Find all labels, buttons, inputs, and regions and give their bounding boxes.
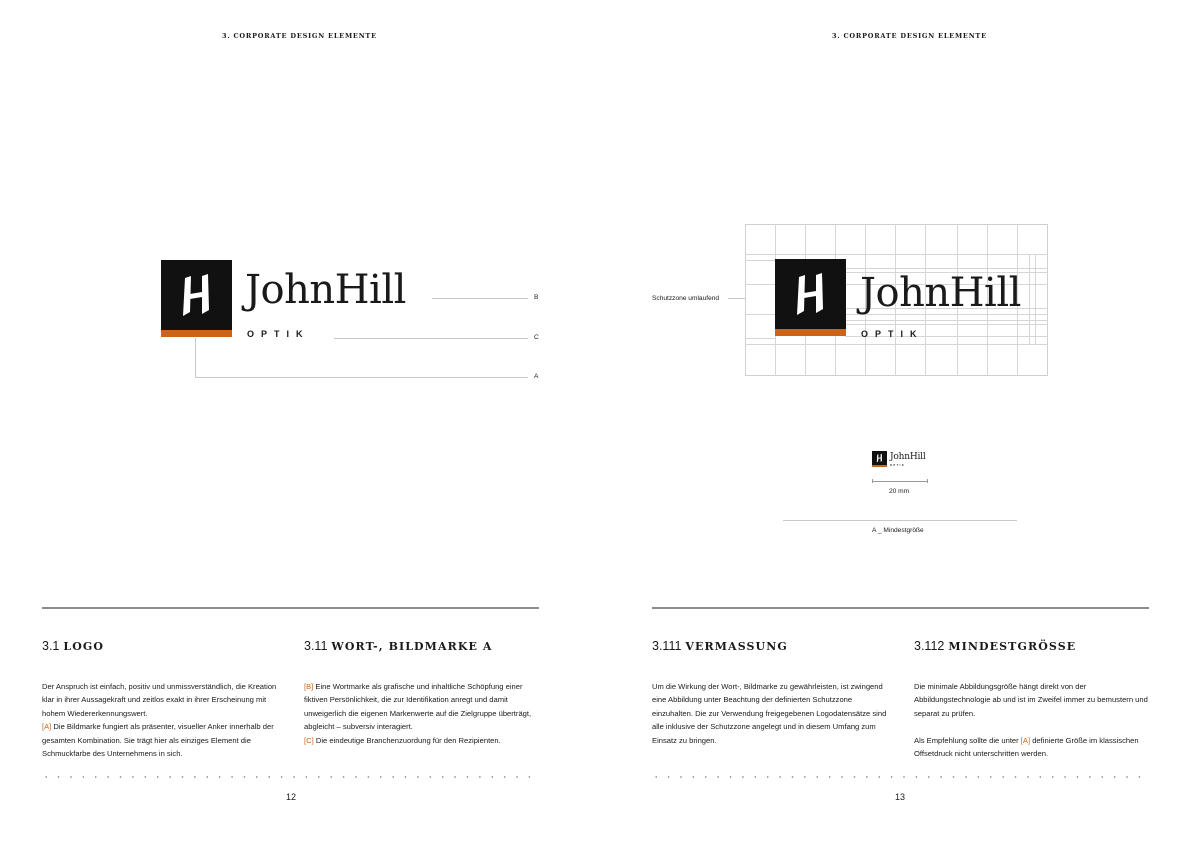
page-number-right: 13 — [895, 792, 906, 802]
body-text-mindestgroesse — [914, 680, 1150, 760]
section-title-mindestgroesse — [914, 638, 1076, 653]
body-text-vermassung — [652, 680, 888, 747]
body-text-logo — [42, 680, 277, 760]
paragraph: Der Anspruch ist einfach, positiv und unmissverständlich, die Kreation klar in ihrer Aussagekraft und zeitlos exakt in ihrer Erscheinung mit hohem Wiedererkennungswert. — [42, 682, 277, 718]
logo-left — [161, 260, 441, 340]
paragraph-text: Als Empfehlung sollte die unter — [914, 735, 1021, 745]
marker-c: C — [534, 334, 539, 341]
caption-rule — [783, 520, 1017, 521]
section-title-wortmarke — [304, 638, 493, 653]
paragraph-text: definierte Größe im klassischen Offsetdruck nicht unterschritten werden. — [914, 735, 1139, 759]
paragraph-text: Die Bildmarke fungiert als präsenter, visueller Anker innerhalb der gesamten Kombination. Sie trägt hier als einziges Element die Schmuckfarbe des Unternehmens in sich. — [42, 722, 274, 759]
logo-subline: OPTIK — [247, 329, 310, 339]
dimension-line — [872, 479, 928, 483]
section-number: 3.111 — [652, 639, 682, 653]
logo-accent-bar — [775, 329, 846, 336]
leader-line-a — [195, 377, 528, 378]
running-header-right: 3. CORPORATE DESIGN ELEMENTE — [832, 32, 987, 40]
dotted-divider-left — [40, 776, 540, 778]
section-rule-left — [42, 607, 539, 609]
reference-tag: [A] — [1020, 735, 1031, 745]
body-text-wortmarke — [304, 680, 540, 747]
page-number-left: 12 — [286, 792, 297, 802]
section-number: 3.1 — [42, 639, 60, 653]
marker-b: B — [534, 294, 539, 301]
reference-tag: [A] — [42, 722, 52, 732]
paragraph: Um die Wirkung der Wort-, Bildmarke zu gewährleisten, ist zwingend eine Abbildung unter Beachtung der definierten Schutzzone einzuhalten. Die zur Verwendung freigegebenen Logodatensätze sind alle inklusive der Schutzzone angelegt und in diesem Umfang zum Einsatz zu bringen. — [652, 682, 887, 745]
section-title-logo — [42, 638, 104, 653]
reference-tag: [B] — [304, 682, 314, 691]
dimension-line-bar — [873, 481, 927, 482]
paragraph-text: Die eindeutige Branchenzuordung für den Rezipienten. — [313, 735, 501, 745]
logo-minimum — [872, 451, 932, 469]
caption-min-size: A _ Mindestgröße — [872, 527, 924, 534]
paragraph — [304, 734, 540, 747]
logo-subline: OPTIK — [890, 464, 906, 467]
logo-wordmark: JohnHill — [860, 270, 1021, 316]
logo-mark — [872, 451, 887, 465]
logo-mark — [775, 259, 846, 329]
paragraph — [304, 680, 540, 734]
leader-line-b — [432, 298, 528, 299]
section-rule-right — [652, 607, 1149, 609]
paragraph — [42, 720, 277, 760]
protection-zone-label: Schutzzone umlaufend — [652, 295, 720, 302]
logo-wordmark: JohnHill — [890, 452, 926, 462]
marker-a: A — [534, 373, 539, 380]
leader-line-a-vertical — [195, 338, 196, 377]
logo-accent-bar — [872, 465, 887, 467]
paragraph: Die minimale Abbildungsgröße hängt direkt von der Abbildungstechnologie ab und ist im Zweifel immer zu bemustern und separat zu prüfen. — [914, 682, 1148, 718]
monogram-icon — [161, 260, 232, 330]
paragraph-text: Eine Wortmarke als grafische und inhaltliche Schöpfung einer fiktiven Persönlichkeit, die zur Identifikation anregt und damit unweigerlich die eigenen Markenwerte auf die Zielgruppe überträgt, abgleicht – subversiv interagiert. — [304, 682, 532, 732]
logo-subline: OPTIK — [861, 329, 924, 339]
monogram-icon — [872, 451, 887, 465]
section-name: VERMASSUNG — [685, 640, 788, 653]
section-name: MINDESTGRÖSSE — [948, 640, 1077, 653]
logo-accent-bar — [161, 330, 232, 337]
logo-wordmark: JohnHill — [245, 267, 406, 313]
dotted-divider-right — [650, 776, 1150, 778]
logo-right — [775, 259, 1035, 341]
protection-zone-leader — [728, 298, 745, 299]
section-title-vermassung — [652, 638, 788, 653]
logo-mark — [161, 260, 232, 330]
dimension-label: 20 mm — [889, 488, 910, 495]
section-number: 3.112 — [914, 639, 945, 653]
reference-tag: [C] — [304, 735, 314, 745]
section-number: 3.11 — [304, 639, 328, 653]
paragraph — [914, 734, 1150, 761]
section-name: WORT-, BILDMARKE A — [331, 640, 493, 653]
monogram-icon — [775, 259, 846, 329]
running-header-left: 3. CORPORATE DESIGN ELEMENTE — [222, 32, 377, 40]
section-name: LOGO — [63, 640, 105, 653]
leader-line-c — [334, 338, 528, 339]
